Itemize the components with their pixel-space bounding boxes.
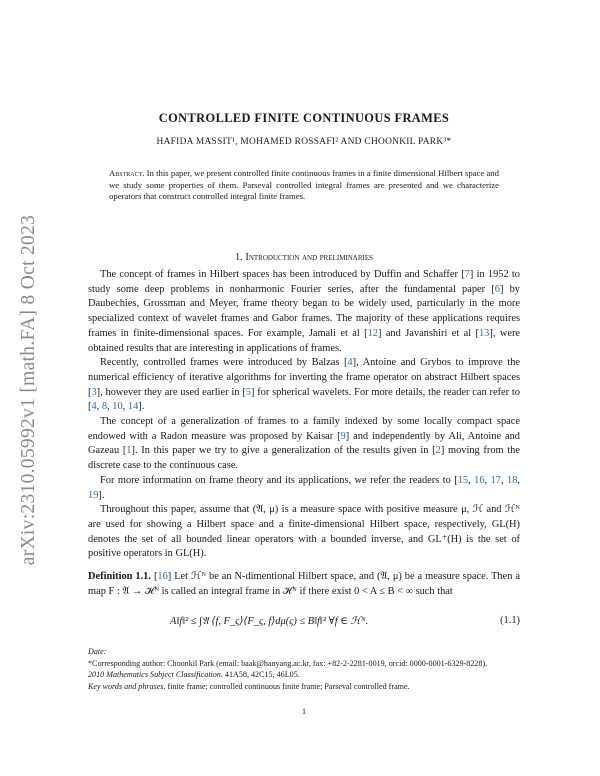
footnotes [88,647,520,694]
keywords-label: Key words and phrases. [88,682,166,692]
arxiv-sidebar [14,180,44,600]
section-title: Introduction and preliminaries [245,252,374,263]
equation-number: (1.1) [500,615,520,626]
footnote-date: Date: [88,647,107,656]
equation-expression: A‖f‖² ≤ ∫𝔄 ⟨f, F_ς⟩⟨F_ς, f⟩dμ(ς) ≤ B‖f‖² ∀f ∈ ℋᴺ. [170,616,369,627]
paragraph: For more information on frame theory and its applications, we refer the readers to [15, 16, 17, 18, 19]. [88,474,521,501]
definition [88,570,520,599]
msc-label: 2010 Mathematics Subject Classification. [88,670,223,680]
abstract [109,168,499,203]
paragraph: The concept of a generalization of frames to a family indexed by some locally compact space endowed with a Radon measure was proposed by Kaisar [9] and independently by Ali, Antoine and Gazeau [1]. In this paper we try to give a generalization of the results given in [2] moving from the discrete case to the continuous case. [88,416,520,472]
section-number: 1. [234,252,243,263]
abstract-text: In this paper, we present controlled finite continuous frames in a finite dimensional Hilbert space and we study some properties of them. Parseval controlled integral frames are presented and we characterize operators that construct controlled integral finite frames. [109,168,499,202]
paragraph: The concept of frames in Hilbert spaces has been introduced by Duffin and Schaffer [7] in 1952 to study some deep problems in nonharmonic Fourier series, after the fundamental paper [6] by Daubechies, Grossman and Meyer, frame theory began to be widely used, particularly in the more specialized context of wavelet frames and Gabor frames. The majority of these applications requires frames in finite-dimensional spaces. For example, Jamali et al [12] and Javanshiri et al [13], were obtained results that are interesting in applications of frames. [88,269,521,354]
definition-label: Definition 1.1. [88,571,151,583]
footnote-keywords [88,682,520,693]
keywords-text: finite frame; controlled continuous finite frame; Parseval controlled frame. [167,682,410,692]
msc-codes: 41A58, 42C15, 46L05. [224,670,300,680]
arxiv-identifier: arXiv:2310.05992v1 [math.FA] 8 Oct 2023 [18,214,39,566]
abstract-label: Abstract. [109,168,145,178]
paragraph: Recently, controlled frames were introduced by Balzas [4], Antoine and Grybos to improve the numerical efficiency of iterative algorithms for inverting the frame operator on abstract Hilbert spaces [3], however they are used earlier in [5] for spherical wavelets. For more details, the reader can refer to [4, 8, 10, 14]. [88,357,521,413]
body-text [88,268,520,599]
section-heading [88,252,520,263]
paper-authors: HAFIDA MASSIT¹, MOHAMED ROSSAFI² AND CHOONKIL PARK³* [156,137,452,147]
footnote-msc [88,670,520,681]
footnote-corresponding: *Corresponding author: Choonkil Park (email: baak@hanyang.ac.kr, fax: +82-2-2281-0019, orcid: 0000-0001-6329-8228). [88,658,488,668]
definition-text: [16] Let ℋᴺ be an N-dimentional Hilbert space, and (𝔄, μ) be a measure space. Then a map F : 𝔄 → ℋᴺ is called an integral frame in ℋᴺ if there exist 0 < A ≤ B < ∞ such that [88,571,520,597]
paragraph: Throughout this paper, assume that (𝔄, μ) is a measure space with positive measure μ, ℋ and ℋᴺ are used for showing a Hilbert space and a finite-dimensional Hilbert space, respectively, GL(H) denotes the set of all bounded linear operators with a bounded inverse, and GL⁺(H) is the set of positive operators in GL(H). [88,504,520,560]
paper-title: CONTROLLED FINITE CONTINUOUS FRAMES [158,111,450,125]
page-number: 1 [301,706,307,716]
